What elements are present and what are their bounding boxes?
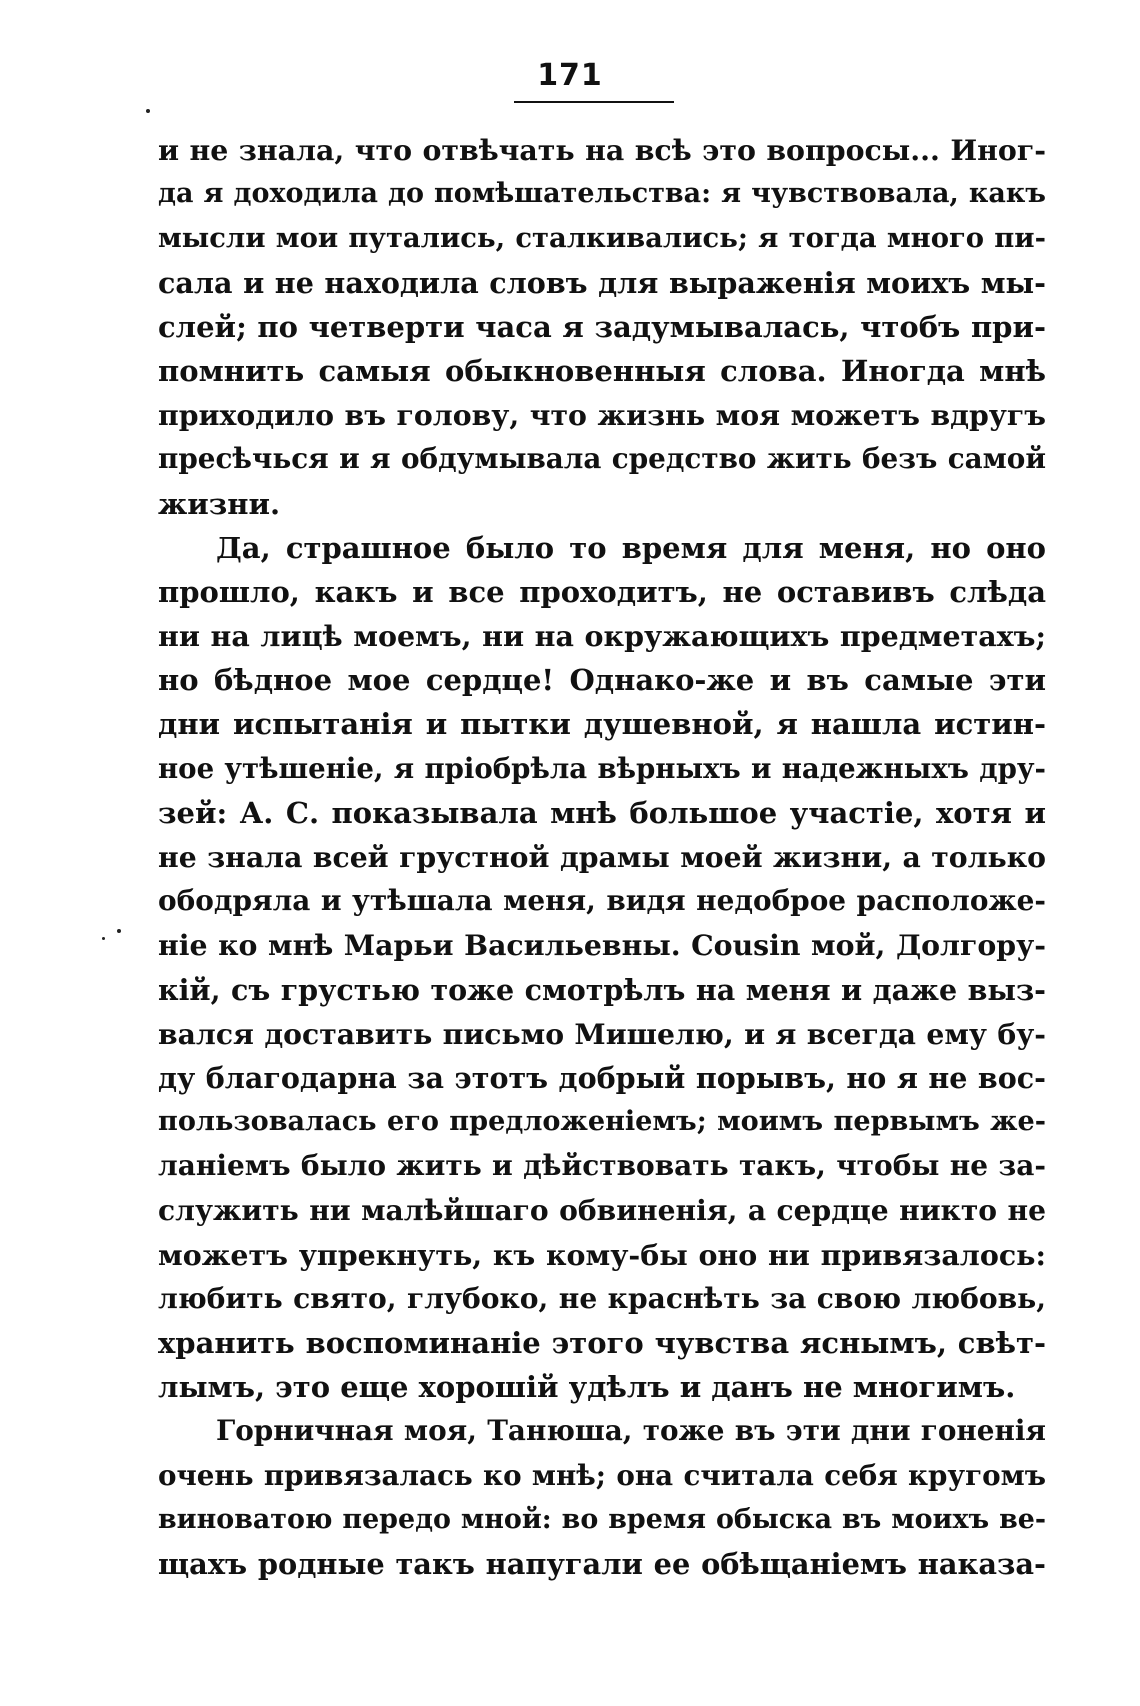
paragraph-3 bbox=[158, 1409, 1046, 1586]
ink-speck bbox=[117, 929, 121, 933]
text-line: можетъ упрекнуть, къ кому-бы оно ни привязалось: bbox=[158, 1237, 1046, 1272]
text-line: ободряла и утѣшала меня, видя недоброе расположе- bbox=[158, 884, 1046, 918]
text-line: вался доставить письмо Мишелю, и я всегда ему бу- bbox=[158, 1016, 1046, 1051]
body-text bbox=[158, 128, 1046, 1586]
text-line: приходило въ голову, что жизнь моя можетъ вдругъ bbox=[158, 398, 1046, 433]
text-line: щахъ родные такъ напугали ее обѣщаніемъ наказа- bbox=[158, 1547, 1046, 1581]
text-line: прошло, какъ и все проходитъ, не оставивъ слѣда bbox=[158, 574, 1046, 609]
text-line: дни испытанія и пытки душевной, я нашла истин- bbox=[158, 707, 1046, 742]
text-line: помнить самыя обыкновенныя слова. Иногда мнѣ bbox=[158, 353, 1046, 388]
text-line: лымъ, это еще хорошій удѣлъ и данъ не многимъ. bbox=[158, 1370, 1016, 1405]
text-line: ное утѣшеніе, я пріобрѣла вѣрныхъ и надежныхъ дру- bbox=[158, 751, 1046, 785]
text-line: Горничная моя, Танюша, тоже въ эти дни гоненія bbox=[216, 1414, 1046, 1448]
text-line: ни на лицѣ моемъ, ни на окружающихъ предметахъ; bbox=[158, 619, 1046, 654]
text-line: очень привязалась ко мнѣ; она считала себя кругомъ bbox=[158, 1458, 1046, 1492]
paragraph-2 bbox=[158, 526, 1046, 1410]
text-line: любить свято, глубоко, не краснѣть за свою любовь, bbox=[158, 1281, 1046, 1315]
ink-speck bbox=[102, 937, 105, 940]
text-line: ду благодарна за этотъ добрый порывъ, но я не вос- bbox=[158, 1060, 1046, 1095]
text-line: Да, страшное было то время для меня, но оно bbox=[216, 530, 1046, 565]
text-line: ланіемъ было жить и дѣйствовать такъ, чтобы не за- bbox=[158, 1149, 1046, 1183]
text-line: сала и не находила словъ для выраженія моихъ мы- bbox=[158, 265, 1046, 300]
text-line: и не знала, что отвѣчать на всѣ это вопросы... Иног- bbox=[158, 133, 1046, 167]
text-line: виноватою передо мной: во время обыска въ моихъ ве- bbox=[158, 1503, 1046, 1535]
text-line: пресѣчься и я обдумывала средство жить безъ самой bbox=[158, 442, 1046, 476]
ink-speck bbox=[146, 109, 150, 113]
paragraph-1 bbox=[158, 128, 1046, 526]
text-line: не знала всей грустной драмы моей жизни, а только bbox=[158, 840, 1046, 874]
text-line: жизни. bbox=[158, 486, 281, 521]
page-number: 171 bbox=[537, 58, 603, 93]
text-line: пользовалась его предложеніемъ; моимъ первымъ же- bbox=[158, 1106, 1046, 1138]
text-line: зей: А. С. показывала мнѣ большое участіе, хотя и bbox=[158, 795, 1046, 830]
header-rule bbox=[514, 101, 674, 103]
text-line: да я доходила до помѣшательства: я чувствовала, какъ bbox=[158, 178, 1046, 210]
text-line: кій, съ грустью тоже смотрѣлъ на меня и даже выз- bbox=[158, 972, 1046, 1007]
text-line: ніе ко мнѣ Марьи Васильевны. Cousin мой, Долгору- bbox=[158, 928, 1046, 963]
text-line: слей; по четверти часа я задумывалась, чтобъ при- bbox=[158, 309, 1046, 344]
text-line: служить ни малѣйшаго обвиненія, а сердце никто не bbox=[158, 1193, 1046, 1227]
text-line: мысли мои путались, сталкивались; я тогда много пи- bbox=[158, 222, 1046, 255]
text-line: хранить воспоминаніе этого чувства яснымъ, свѣт- bbox=[158, 1326, 1046, 1361]
text-line: но бѣдное мое сердце! Однако-же и въ самые эти bbox=[158, 663, 1046, 698]
